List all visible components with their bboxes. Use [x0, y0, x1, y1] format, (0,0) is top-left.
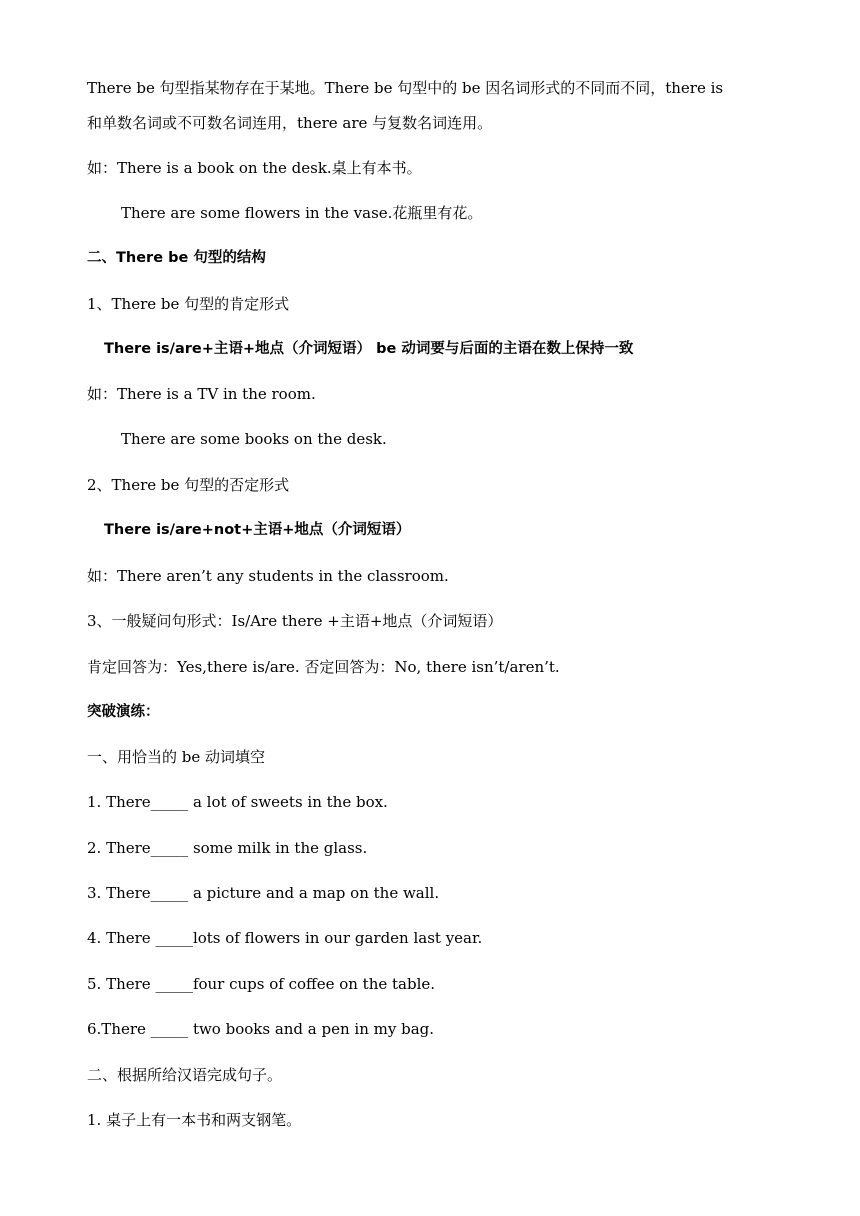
example-line-1: 如：There is a book on the desk.桌上有本书。	[87, 159, 422, 177]
example-affirmative-1: 如：There is a TV in the room.	[87, 385, 316, 403]
practice-item-2: 2. There_____ some milk in the glass.	[87, 839, 368, 857]
intro-line-2: 和单数名词或不可数名词连用，there are 与复数名词连用。	[87, 114, 493, 132]
practice-item-3: 3. There_____ a picture and a map on the wall.	[87, 884, 440, 902]
formula-affirmative: There is/are+主语+地点（介词短语） be 动词要与后面的主语在数上保持一致	[104, 341, 634, 357]
practice-item-1: 1. There_____ a lot of sweets in the box.	[87, 793, 388, 811]
subheading-question: 3、一般疑问句形式：Is/Are there +主语+地点（介词短语）	[87, 612, 503, 630]
practice-item-6: 6.There _____ two books and a pen in my bag.	[87, 1020, 435, 1038]
practice-item-4: 4. There _____lots of flowers in our garden last year.	[87, 929, 483, 947]
example-negative: 如：There aren’t any students in the classroom.	[87, 567, 449, 585]
subheading-affirmative: 1、There be 句型的肯定形式	[87, 295, 290, 313]
subheading-negative: 2、There be 句型的否定形式	[87, 476, 290, 494]
practice-part2-title: 二、根据所给汉语完成句子。	[87, 1066, 283, 1084]
example-line-2: There are some flowers in the vase.花瓶里有花。	[121, 204, 483, 222]
example-affirmative-2: There are some books on the desk.	[121, 430, 387, 448]
formula-negative: There is/are+not+主语+地点（介词短语）	[104, 522, 411, 538]
answer-forms: 肯定回答为：Yes,there is/are. 否定回答为：No, there isn’t/aren’t.	[87, 658, 560, 676]
practice-part2-item-1: 1. 桌子上有一本书和两支钢笔。	[87, 1111, 302, 1129]
practice-item-5: 5. There _____four cups of coffee on the table.	[87, 975, 436, 993]
section-heading-structure: 二、There be 句型的结构	[87, 250, 266, 266]
intro-line-1: There be 句型指某物存在于某地。There be 句型中的 be 因名词形式的不同而不同，there is	[87, 79, 724, 97]
practice-heading: 突破演练：	[87, 704, 160, 720]
practice-part1-title: 一、用恰当的 be 动词填空	[87, 748, 266, 766]
